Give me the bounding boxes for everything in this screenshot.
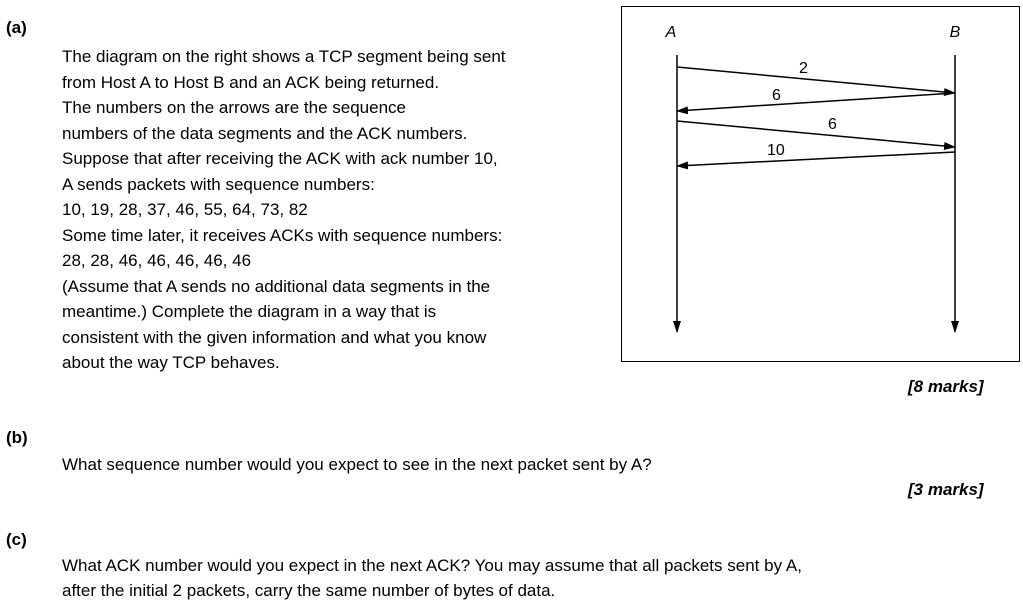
part-a-line: A sends packets with sequence numbers: [62, 174, 375, 194]
tcp-sequence-diagram [621, 6, 1020, 362]
part-a-line: from Host A to Host B and an ACK being returned. [62, 72, 440, 92]
part-c-question-line1: What ACK number would you expect in the next ACK? You may assume that all packets sent by A, [62, 556, 802, 575]
host-b-label: B [949, 24, 961, 41]
segment-arrow [677, 121, 955, 147]
part-a-line: 10, 19, 28, 37, 46, 55, 64, 73, 82 [62, 200, 308, 219]
part-b-label: (b) [6, 428, 28, 447]
diagram-canvas [622, 7, 1021, 363]
part-a-text [62, 44, 602, 376]
part-a-marks: [8 marks] [908, 377, 984, 396]
part-a-line: (Assume that A sends no additional data segments in the [62, 276, 491, 296]
part-a-line: Some time later, it receives ACKs with sequence numbers: [62, 225, 503, 245]
part-a-line: consistent with the given information and what you know [62, 327, 487, 347]
ack-arrow [677, 152, 955, 166]
part-c-question-line2: after the initial 2 packets, carry the same number of bytes of data. [62, 581, 556, 600]
part-a-line: about the way TCP behaves. [62, 353, 280, 372]
part-a-line: numbers of the data segments and the ACK numbers. [62, 123, 468, 143]
arrow-label: 6 [828, 116, 837, 133]
part-a-line: Suppose that after receiving the ACK with ack number 10, [62, 149, 498, 168]
segment-arrow [677, 67, 955, 93]
arrow-label: 10 [767, 142, 785, 159]
part-a-line: meantime.) Complete the diagram in a way that is [62, 302, 437, 321]
ack-arrow [677, 93, 955, 111]
part-a-label: (a) [6, 18, 27, 37]
part-a-line: 28, 28, 46, 46, 46, 46, 46 [62, 251, 252, 270]
part-c-label: (c) [6, 530, 27, 549]
part-a-line: The numbers on the arrows are the sequence [62, 98, 406, 117]
part-a-line: The diagram on the right shows a TCP segment being sent [62, 47, 506, 66]
part-b-marks: [3 marks] [908, 480, 984, 499]
arrow-label: 6 [772, 87, 781, 104]
arrow-label: 2 [799, 60, 808, 77]
part-b-question: What sequence number would you expect to see in the next packet sent by A? [62, 455, 652, 474]
host-a-label: A [665, 24, 677, 41]
